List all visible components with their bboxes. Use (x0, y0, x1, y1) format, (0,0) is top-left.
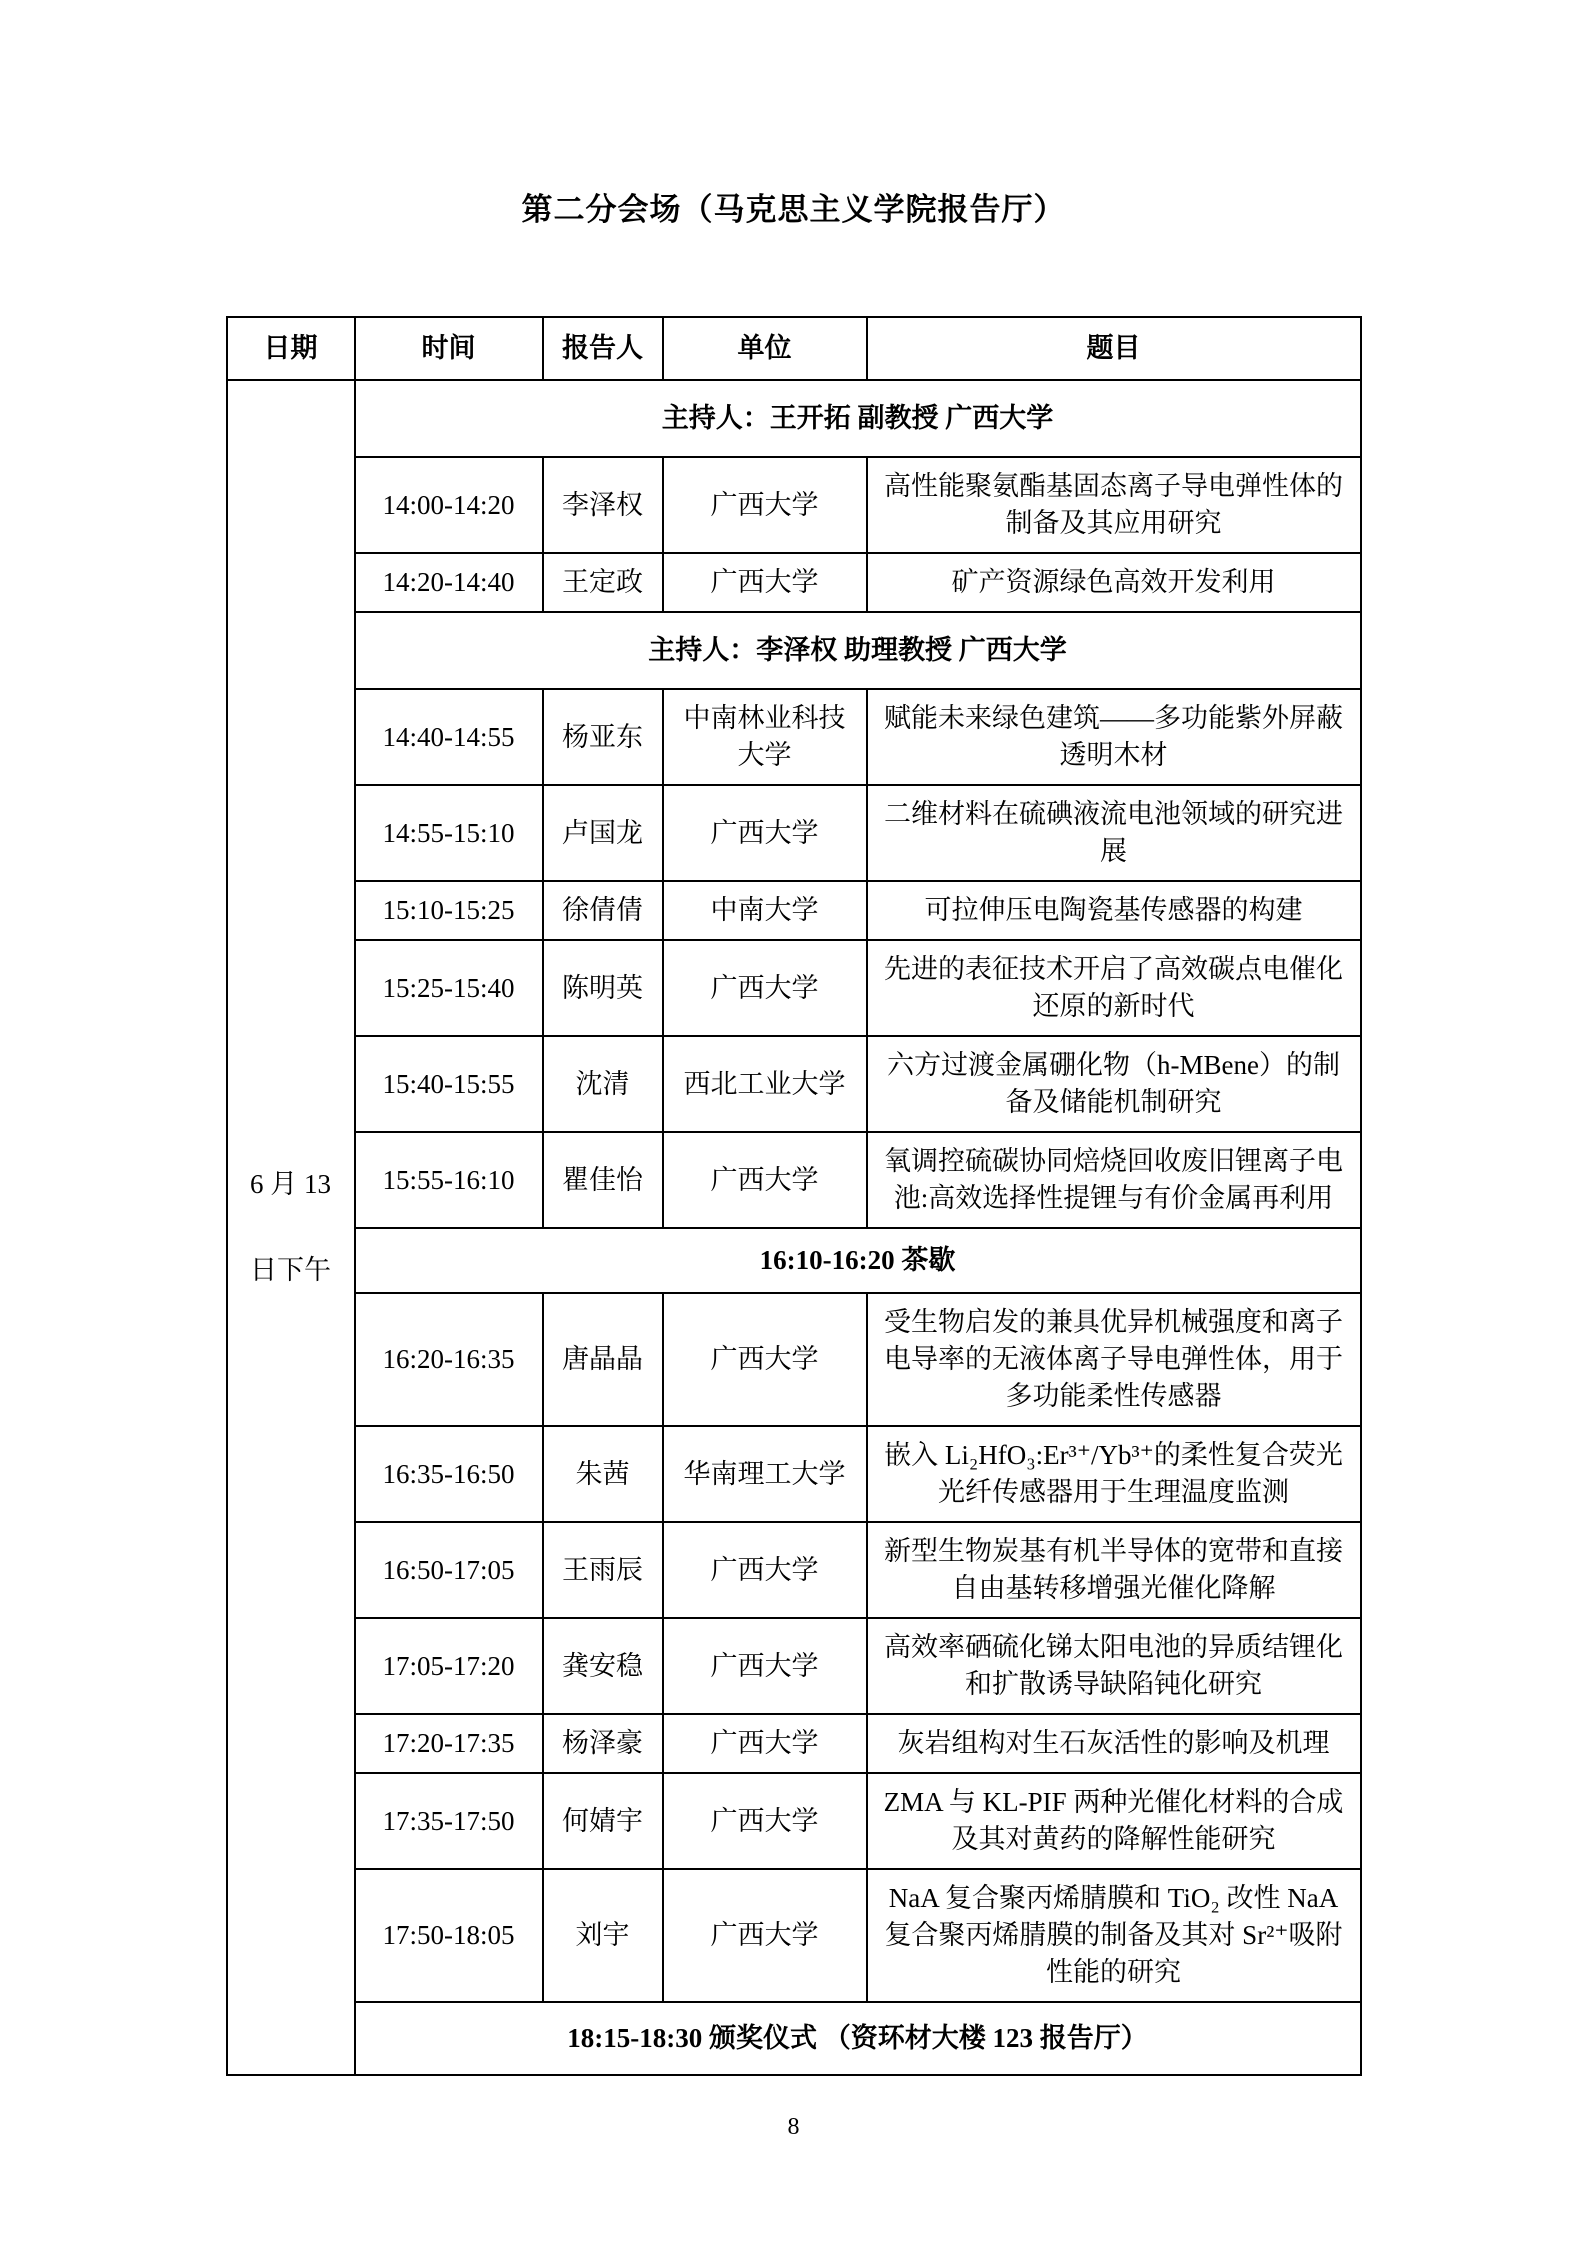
talk-row (227, 1293, 1361, 1426)
speaker-cell: 李泽权 (543, 457, 663, 553)
col-header-speaker: 报告人 (543, 317, 663, 380)
time-cell: 14:40-14:55 (355, 689, 543, 785)
title-cell: 二维材料在硫碘液流电池领域的研究进展 (867, 785, 1361, 881)
speaker-cell: 卢国龙 (543, 785, 663, 881)
date-cell (227, 380, 355, 2075)
talk-row (227, 1869, 1361, 2002)
title-cell: 高效率硒硫化锑太阳电池的异质结锂化和扩散诱导缺陷钝化研究 (867, 1618, 1361, 1714)
affiliation-cell: 广西大学 (663, 1293, 867, 1426)
talk-row (227, 881, 1361, 940)
schedule-table (226, 316, 1362, 2076)
time-cell: 14:00-14:20 (355, 457, 543, 553)
title-cell: 嵌入 Li₂HfO₃:Er³⁺/Yb³⁺的柔性复合荧光光纤传感器用于生理温度监测 (867, 1426, 1361, 1522)
time-cell: 17:05-17:20 (355, 1618, 543, 1714)
title-cell: ZMA 与 KL-PIF 两种光催化材料的合成及其对黄药的降解性能研究 (867, 1773, 1361, 1869)
talk-row (227, 1773, 1361, 1869)
time-cell: 14:55-15:10 (355, 785, 543, 881)
title-cell: NaA 复合聚丙烯腈膜和 TiO₂ 改性 NaA 复合聚丙烯腈膜的制备及其对 Sr²⁺吸附性能的研究 (867, 1869, 1361, 2002)
affiliation-cell: 中南林业科技大学 (663, 689, 867, 785)
break-label: 16:10-16:20 茶歇 (355, 1228, 1361, 1293)
title-cell: 新型生物炭基有机半导体的宽带和直接自由基转移增强光催化降解 (867, 1522, 1361, 1618)
time-cell: 17:20-17:35 (355, 1714, 543, 1773)
affiliation-cell: 广西大学 (663, 1714, 867, 1773)
affiliation-cell: 广西大学 (663, 553, 867, 612)
title-cell: 先进的表征技术开启了高效碳点电催化还原的新时代 (867, 940, 1361, 1036)
title-cell: 高性能聚氨酯基固态离子导电弹性体的制备及其应用研究 (867, 457, 1361, 553)
speaker-cell: 刘宇 (543, 1869, 663, 2002)
title-cell: 可拉伸压电陶瓷基传感器的构建 (867, 881, 1361, 940)
talk-row (227, 457, 1361, 553)
talk-row (227, 785, 1361, 881)
affiliation-cell: 广西大学 (663, 1869, 867, 2002)
award-label: 18:15-18:30 颁奖仪式 （资环材大楼 123 报告厅） (355, 2002, 1361, 2075)
affiliation-cell: 广西大学 (663, 457, 867, 553)
date-line-1: 6 月 13 (250, 1169, 331, 1199)
time-cell: 16:20-16:35 (355, 1293, 543, 1426)
speaker-cell: 徐倩倩 (543, 881, 663, 940)
award-row (227, 2002, 1361, 2075)
talk-row (227, 1714, 1361, 1773)
moderator-label: 主持人：李泽权 助理教授 广西大学 (355, 612, 1361, 689)
time-cell: 16:35-16:50 (355, 1426, 543, 1522)
talk-row (227, 1426, 1361, 1522)
talk-row (227, 940, 1361, 1036)
talk-row (227, 689, 1361, 785)
affiliation-cell: 广西大学 (663, 940, 867, 1036)
col-header-time: 时间 (355, 317, 543, 380)
title-cell: 氧调控硫碳协同焙烧回收废旧锂离子电池:高效选择性提锂与有价金属再利用 (867, 1132, 1361, 1228)
affiliation-cell: 中南大学 (663, 881, 867, 940)
date-line-2: 日下午 (250, 1255, 331, 1285)
header-row (227, 317, 1361, 380)
speaker-cell: 朱茜 (543, 1426, 663, 1522)
speaker-cell: 王定政 (543, 553, 663, 612)
talk-row (227, 553, 1361, 612)
title-cell: 灰岩组构对生石灰活性的影响及机理 (867, 1714, 1361, 1773)
affiliation-cell: 广西大学 (663, 1132, 867, 1228)
affiliation-cell: 广西大学 (663, 1618, 867, 1714)
affiliation-cell: 广西大学 (663, 785, 867, 881)
speaker-cell: 瞿佳怡 (543, 1132, 663, 1228)
title-cell: 受生物启发的兼具优异机械强度和离子电导率的无液体离子导电弹性体，用于多功能柔性传感器 (867, 1293, 1361, 1426)
col-header-date: 日期 (227, 317, 355, 380)
time-cell: 16:50-17:05 (355, 1522, 543, 1618)
title-cell: 赋能未来绿色建筑——多功能紫外屏蔽透明木材 (867, 689, 1361, 785)
time-cell: 15:10-15:25 (355, 881, 543, 940)
affiliation-cell: 广西大学 (663, 1773, 867, 1869)
title-cell: 六方过渡金属硼化物（h-MBene）的制备及储能机制研究 (867, 1036, 1361, 1132)
moderator-label: 主持人：王开拓 副教授 广西大学 (355, 380, 1361, 457)
speaker-cell: 陈明英 (543, 940, 663, 1036)
time-cell: 15:40-15:55 (355, 1036, 543, 1132)
talk-row (227, 1618, 1361, 1714)
time-cell: 15:25-15:40 (355, 940, 543, 1036)
affiliation-cell: 广西大学 (663, 1522, 867, 1618)
affiliation-cell: 华南理工大学 (663, 1426, 867, 1522)
page-number: 8 (787, 2114, 800, 2140)
speaker-cell: 沈清 (543, 1036, 663, 1132)
speaker-cell: 杨亚东 (543, 689, 663, 785)
affiliation-cell: 西北工业大学 (663, 1036, 867, 1132)
col-header-title: 题目 (867, 317, 1361, 380)
page-title: 第二分会场（马克思主义学院报告厅） (521, 192, 1066, 227)
speaker-cell: 何婧宇 (543, 1773, 663, 1869)
time-cell: 15:55-16:10 (355, 1132, 543, 1228)
moderator-row (227, 380, 1361, 457)
talk-row (227, 1522, 1361, 1618)
talk-row (227, 1036, 1361, 1132)
speaker-cell: 王雨辰 (543, 1522, 663, 1618)
speaker-cell: 唐晶晶 (543, 1293, 663, 1426)
moderator-row (227, 612, 1361, 689)
talk-row (227, 1132, 1361, 1228)
col-header-affiliation: 单位 (663, 317, 867, 380)
break-row (227, 1228, 1361, 1293)
time-cell: 17:50-18:05 (355, 1869, 543, 2002)
time-cell: 17:35-17:50 (355, 1773, 543, 1869)
speaker-cell: 龚安稳 (543, 1618, 663, 1714)
title-cell: 矿产资源绿色高效开发利用 (867, 553, 1361, 612)
speaker-cell: 杨泽豪 (543, 1714, 663, 1773)
time-cell: 14:20-14:40 (355, 553, 543, 612)
